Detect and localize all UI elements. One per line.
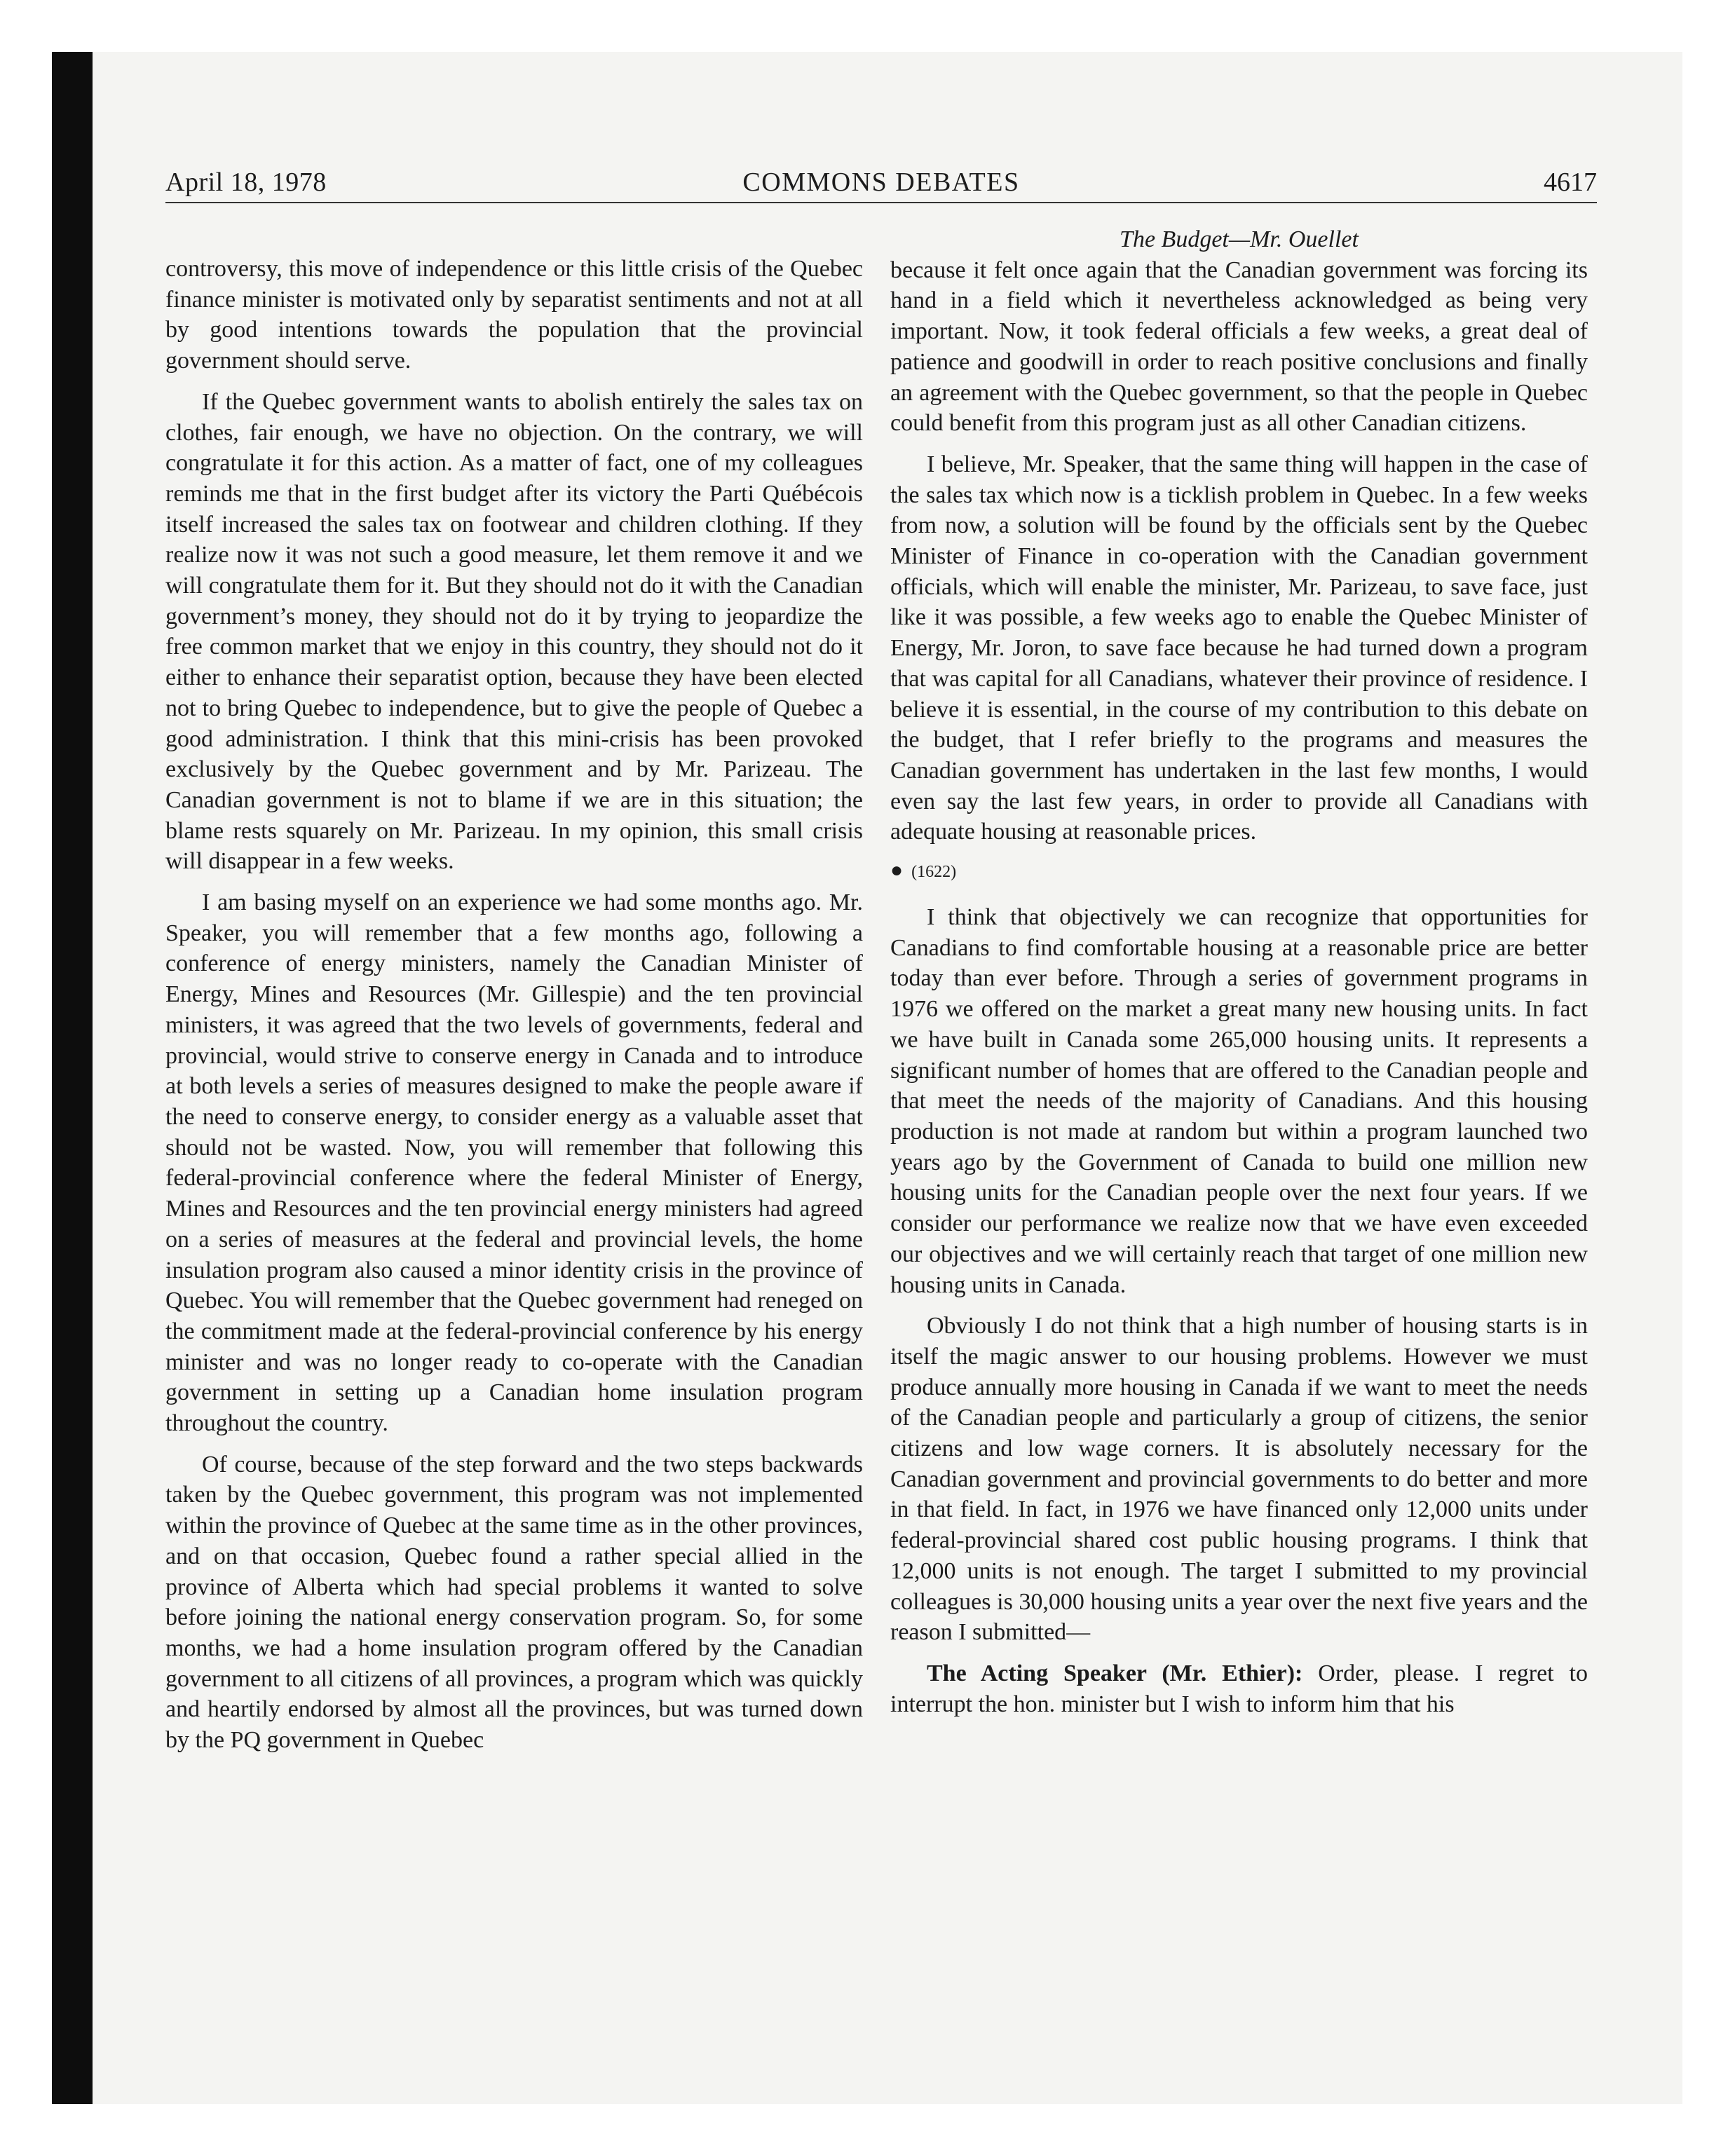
time-stamp: (1622) [911, 863, 957, 882]
page-number: 4617 [1544, 168, 1597, 197]
header-date: April 18, 1978 [165, 168, 327, 197]
paragraph: If the Quebec government wants to abolish entirely the sales tax on clothes, fair enough, we have no objection. On the contrary, we will congratulate it for this action. As a matter of fact, one of my colleagues reminds me that in the first budget after its victory the Parti Québécois itself increased the sales tax on footwear and children clothing. If they realize now it was not such a good measure, let them remove it and we will congratulate them for it. But they should not do it with the Canadian government’s money, they should not do it by trying to jeopardize the free common market that we enjoy in this country, they should not do it either to enhance their separatist option, because they have been elected not to bring Quebec to independence, but to give the people of Quebec a good administration. I think that this mini-crisis has been provoked exclusively by the Quebec government and by Mr. Parizeau. The Canadian government is not to blame if we are in this situation; the blame rests squarely on Mr. Parizeau. In my opinion, this small crisis will disappear in a few weeks. [165, 388, 863, 875]
paragraph: Obviously I do not think that a high number of housing starts is in itself the magic answer to our housing problems. However we must produce annually more housing in Canada if we want to meet the needs of the Canadian people and particularly a group of citizens, the senior citizens and low wage corners. It is absolutely necessary for the Canadian government and provincial governments to do better and more in that field. In fact, in 1976 we have financed only 12,000 units under federal-provincial shared cost public housing programs. I think that 12,000 units is not enough. The target I submitted to my provincial colleagues is 30,000 housing units a year over the next five years and the reason I submitted— [890, 1313, 1588, 1646]
header-title: COMMONS DEBATES [742, 168, 1020, 197]
paragraph: because it felt once again that the Canadian government was forcing its hand in a field which it nevertheless acknowledged as being very important. Now, it took federal officials a few weeks, a great deal of patience and goodwill in order to reach positive conclusions and finally an agreement with the Quebec government, so that the people in Quebec could benefit from this program just as all other Canadian citizens. [890, 257, 1588, 437]
running-head: The Budget—Mr. Ouellet [1120, 226, 1359, 252]
paragraph: I believe, Mr. Speaker, that the same thing will happen in the case of the sales tax which now is a ticklish problem in Quebec. In a few weeks from now, a solution will be found by the officials sent by the Quebec Minister of Finance in co-operation with the Canadian government officials, which will enable the minister, Mr. Parizeau, to save face, just like it was possible, a few weeks ago to enable the Quebec Minister of Energy, Mr. Joron, to save face because he had turned down a program that was capital for all Canadians, whatever their province of residence. I believe it is essential, in the course of my contribution to this debate on the budget, that I refer briefly to the programs and measures the Canadian government has undertaken in the last few months, I would even say the last few years, in order to provide all Canadians with adequate housing at reasonable prices. [890, 451, 1588, 845]
left-column [165, 254, 863, 1766]
speaker-label: The Acting Speaker (Mr. Ethier): [927, 1660, 1303, 1686]
paragraph: controversy, this move of independence or this little crisis of the Quebec finance minister is motivated only by separatist sentiments and not at all by good intentions towards the population that the provincial government should serve. [165, 256, 863, 374]
right-column [890, 224, 1588, 1730]
binding-shadow [52, 52, 93, 2104]
paragraph: Of course, because of the step forward and the two steps backwards taken by the Quebec government, this program was not implemented within the province of Quebec at the same time as in the other provinces, and on that occasion, Quebec found a rather special allied in the province of Alberta which had special problems it wanted to solve before joining the national energy conservation program. So, for some months, we had a home insulation program offered by the Canadian government to all citizens of all provinces, a program which was quickly and heartily endorsed by almost all the provinces, but was turned down by the PQ government in Quebec [165, 1451, 863, 1754]
paragraph: I think that objectively we can recognize that opportunities for Canadians to find comfortable housing at a reasonable price are better today than ever before. Through a series of government programs in 1976 we offered on the market a great many new housing units. In fact we have built in Canada some 265,000 housing units. It represents a significant number of homes that are offered to the Canadian people and that meet the needs of the majority of Canadians. And this housing production is not made at random but within a program launched two years ago by the Government of Canada to build one million new housing units for the Canadian people over the next four years. If we consider our performance we realize now that we have even exceeded our objectives and we will certainly reach that target of one million new housing units in Canada. [890, 904, 1588, 1298]
page-header [165, 165, 1597, 203]
paragraph: I am basing myself on an experience we had some months ago. Mr. Speaker, you will remember that a few months ago, following a conference of energy ministers, namely the Canadian Minister of Energy, Mines and Resources (Mr. Gillespie) and the ten provincial ministers, it was agreed that the two levels of governments, federal and provincial, would strive to conserve energy in Canada and to introduce at both levels a series of measures designed to make the people aware if the need to conserve energy, to consider energy as a valuable asset that should not be wasted. Now, you will remember that following this federal-provincial conference where the federal Minister of Energy, Mines and Resources and the ten provincial energy ministers had agreed on a series of measures at the federal and provincial levels, the home insulation program also caused a minor identity crisis in the province of Quebec. You will remember that the Quebec government had reneged on the commitment made at the federal-provincial conference by his energy minister and was no longer ready to co-operate with the Canadian government in setting up a Canadian home insulation program throughout the country. [165, 889, 863, 1437]
speaker-text: Order, please. I regret to interrupt the hon. minister but I wish to inform him that his [890, 1660, 1588, 1717]
time-marker [890, 860, 1588, 882]
speaker-paragraph [890, 1658, 1588, 1719]
bullet-icon: ● [890, 859, 904, 882]
